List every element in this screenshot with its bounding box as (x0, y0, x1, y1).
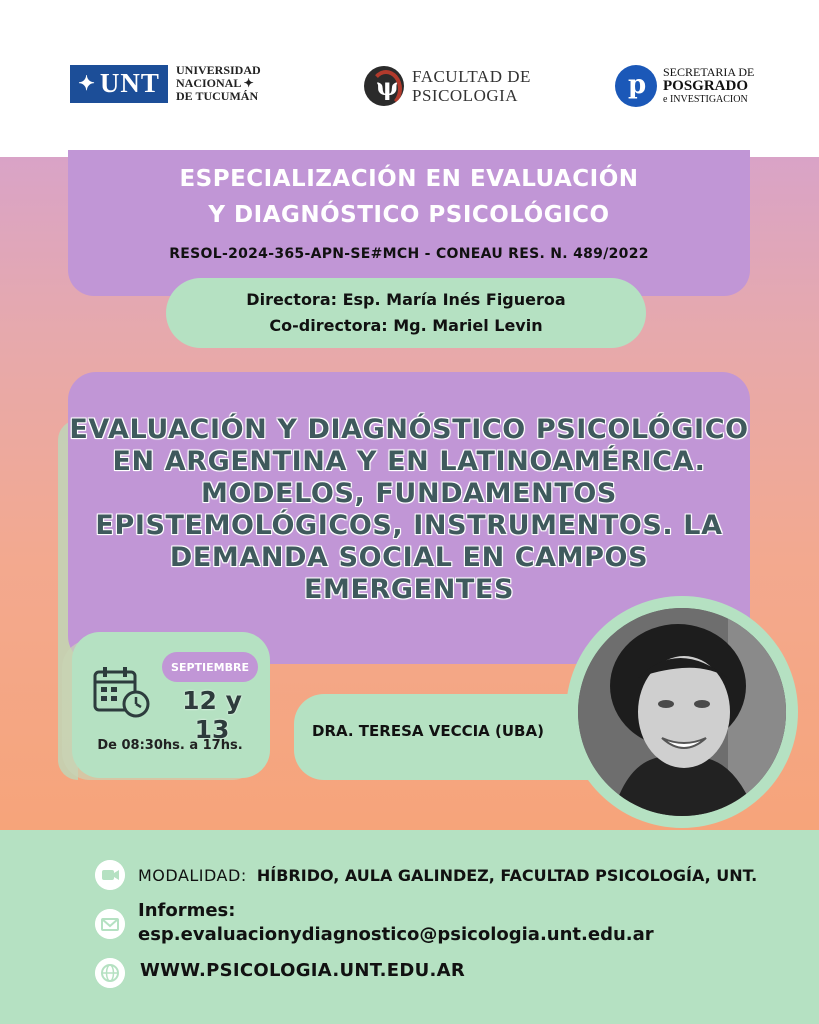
envelope-icon (95, 909, 125, 939)
globe-icon (95, 958, 125, 988)
unt-name (176, 64, 261, 103)
psicologia-name-line: PSICOLOGIA (412, 86, 519, 105)
course-title-line: EMERGENTES (303, 574, 515, 605)
course-title-line: EVALUACIÓN Y DIAGNÓSTICO PSICOLÓGICO (69, 414, 749, 445)
course-title (68, 414, 750, 606)
psicologia-name (412, 67, 531, 105)
informes-label: Informes: (138, 900, 236, 921)
speaker-photo (578, 608, 786, 816)
posgrado-name-line: e INVESTIGACION (663, 94, 748, 105)
event-days: 12 y 13 (182, 686, 242, 744)
program-title-line: ESPECIALIZACIÓN EN EVALUACIÓN (179, 166, 639, 192)
resolution-text: RESOL-2024-365-APN-SE#MCH - CONEAU RES. N. 489/2022 (169, 246, 649, 262)
course-title-line: EN ARGENTINA Y EN LATINOAMÉRICA. (112, 446, 706, 477)
unt-logo-badge (70, 65, 168, 103)
course-title-line: EPISTEMOLÓGICOS, INSTRUMENTOS. LA (95, 510, 723, 541)
contact-email[interactable]: esp.evaluacionydiagnostico@psicologia.unt.edu.ar (138, 924, 654, 945)
modalidad-place: , AULA GALINDEZ, FACULTAD PSICOLOGÍA, UNT. (333, 866, 758, 885)
psicologia-logo (364, 66, 531, 106)
modalidad-row (138, 866, 757, 885)
unt-logo (70, 64, 261, 103)
codirectora-text: Co-directora: Mg. Mariel Levin (269, 316, 543, 335)
course-title-line: MODELOS, FUNDAMENTOS (201, 478, 617, 509)
psicologia-name-line: FACULTAD DE (412, 67, 531, 86)
star-icon: ✦ (78, 73, 96, 95)
posgrado-name-line: SECRETARIA DE (663, 65, 755, 79)
posgrado-emblem-icon: p (615, 65, 657, 107)
program-title-box (68, 150, 750, 296)
unt-logo-text: UNT (99, 68, 160, 98)
program-title-line: Y DIAGNÓSTICO PSICOLÓGICO (208, 202, 610, 228)
unt-name-line: UNIVERSIDAD (176, 63, 261, 77)
directors-pill (166, 278, 646, 348)
modalidad-label: MODALIDAD: (138, 866, 247, 885)
event-hours: De 08:30hs. a 17hs. (97, 738, 243, 753)
video-camera-icon (95, 860, 125, 890)
posgrado-logo (615, 65, 754, 107)
posgrado-name (663, 66, 754, 106)
unt-name-line: NACIONAL ✦ (176, 76, 254, 90)
unt-name-line: DE TUCUMÁN (176, 89, 259, 103)
logo-bar (0, 0, 819, 157)
psi-emblem-icon: ψ (364, 66, 404, 106)
website-link[interactable]: WWW.PSICOLOGIA.UNT.EDU.AR (140, 960, 466, 981)
course-title-line: DEMANDA SOCIAL EN CAMPOS (169, 542, 649, 573)
posgrado-name-line: POSGRADO (663, 78, 749, 94)
modalidad-value: HÍBRIDO (256, 866, 334, 885)
directora-text: Directora: Esp. María Inés Figueroa (246, 290, 566, 309)
month-badge: SEPTIEMBRE (162, 652, 258, 682)
calendar-clock-icon (92, 664, 152, 720)
speaker-portrait-icon (578, 608, 786, 816)
speaker-name: DRA. TERESA VECCIA (UBA) (312, 722, 544, 740)
